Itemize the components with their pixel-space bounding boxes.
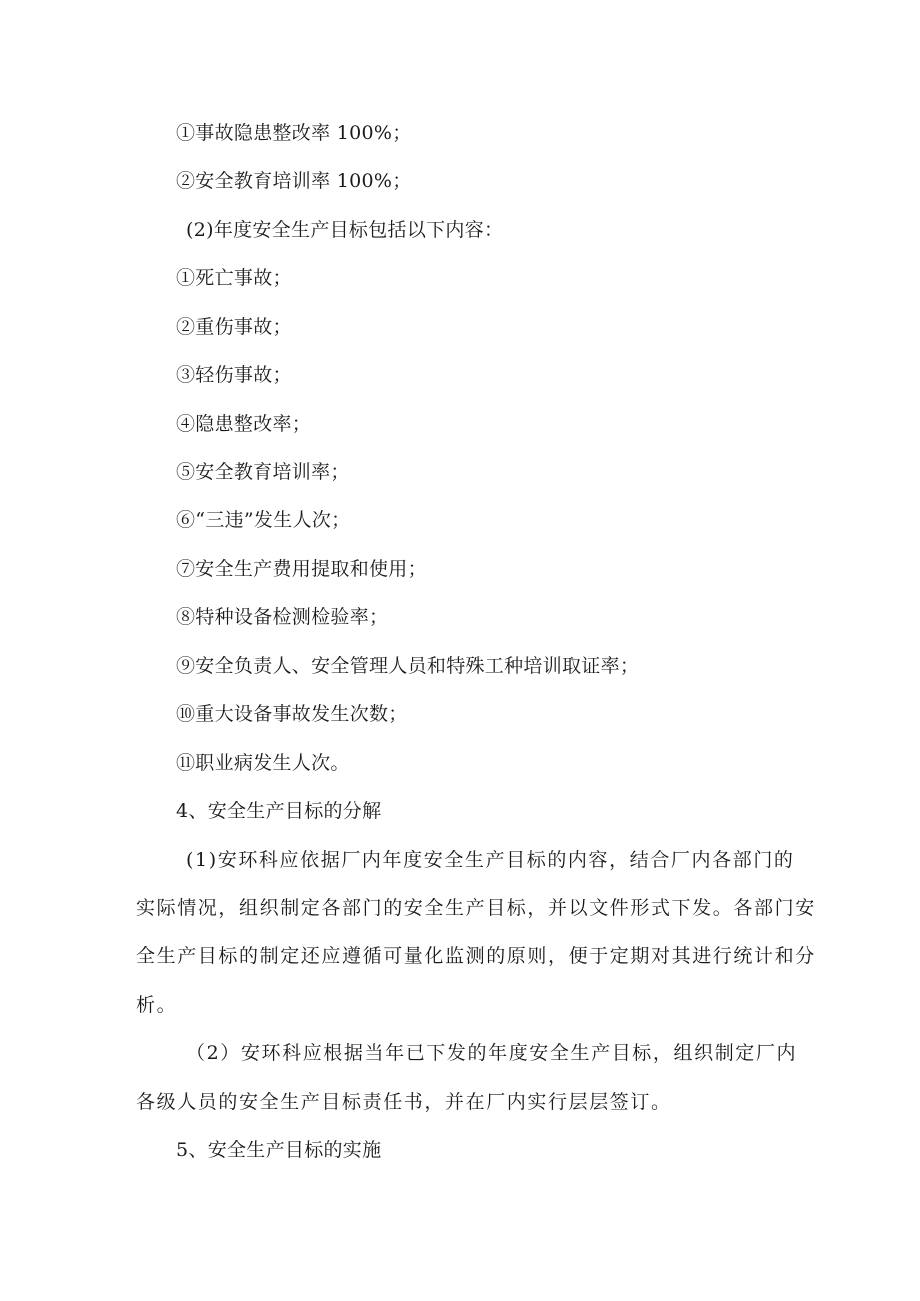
- list-item-6: ⑥“三违”发生人次；: [176, 509, 351, 531]
- list-item-3: ③轻伤事故；: [176, 364, 292, 386]
- section-heading-5: 5、安全生产目标的实施: [176, 1139, 382, 1161]
- paragraph-1-line-2: 实际情况，组织制定各部门的安全生产目标，并以文件形式下发。各部门安: [136, 897, 816, 919]
- section-subheading: (2)年度安全生产目标包括以下内容：: [186, 219, 504, 241]
- list-item-11: ⑪职业病发生人次。: [176, 752, 350, 774]
- list-item-1: ①死亡事故；: [176, 267, 292, 289]
- list-item-5: ⑤安全教育培训率；: [176, 461, 350, 483]
- target-line-2: ②安全教育培训率 100%；: [176, 170, 412, 192]
- paragraph-1-line-3: 全生产目标的制定还应遵循可量化监测的原则，便于定期对其进行统计和分: [136, 945, 816, 967]
- list-item-4: ④隐患整改率；: [176, 413, 312, 435]
- section-heading-4: 4、安全生产目标的分解: [176, 800, 382, 822]
- paragraph-1-line-4: 析。: [136, 994, 178, 1016]
- target-line-1: ①事故隐患整改率 100%；: [176, 122, 412, 144]
- list-item-8: ⑧特种设备检测检验率；: [176, 606, 389, 628]
- paragraph-2-line-2: 各级人员的安全生产目标责任书，并在厂内实行层层签订。: [136, 1091, 672, 1113]
- paragraph-2-line-1: （2）安环科应根据当年已下发的年度安全生产目标，组织制定厂内: [186, 1042, 798, 1064]
- list-item-7: ⑦安全生产费用提取和使用；: [176, 558, 427, 580]
- paragraph-1-line-1: (1)安环科应依据厂内年度安全生产目标的内容，结合厂内各部门的: [186, 849, 795, 871]
- list-item-2: ②重伤事故；: [176, 316, 292, 338]
- list-item-9: ⑨安全负责人、安全管理人员和特殊工种培训取证率；: [176, 655, 640, 677]
- list-item-10: ⑩重大设备事故发生次数；: [176, 703, 408, 725]
